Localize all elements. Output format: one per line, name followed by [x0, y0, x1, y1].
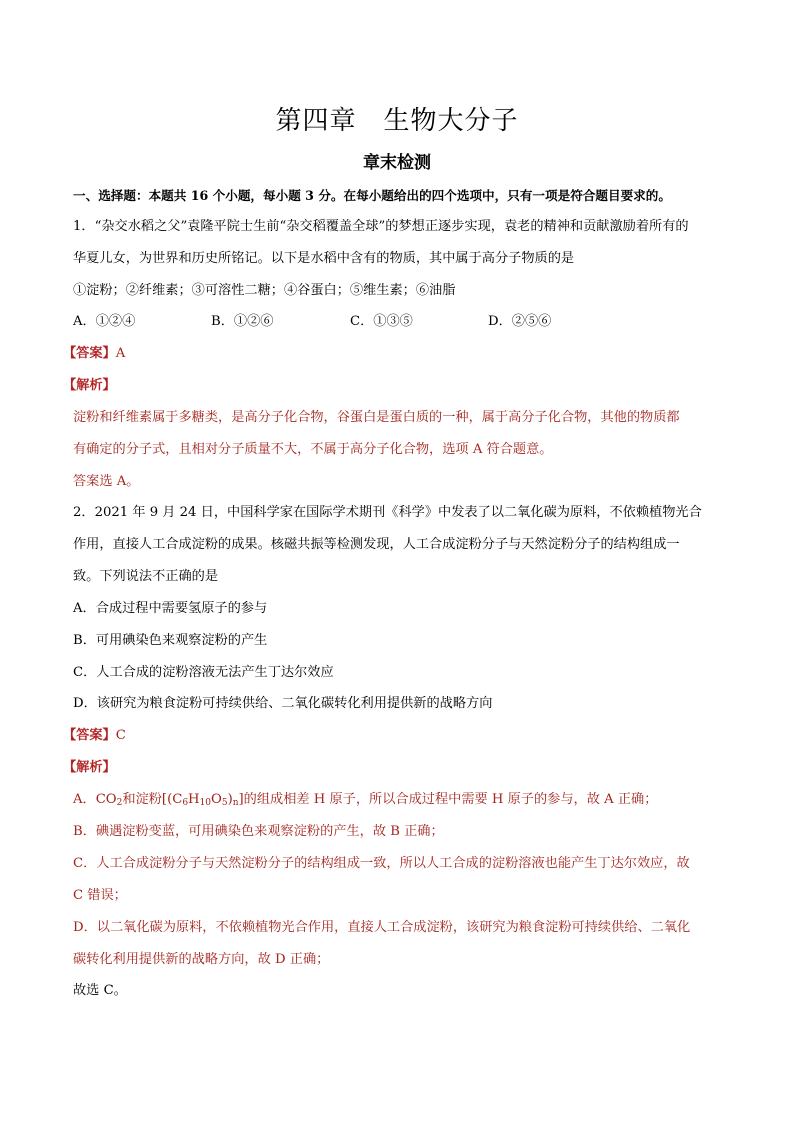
- q1-option-d: D．②⑤⑥: [488, 314, 552, 329]
- q2-option-b: B．可用碘染色来观察淀粉的产生: [73, 633, 268, 648]
- q1-options: [73, 312, 551, 332]
- q2-stem-line-1: 2．2021 年 9 月 24 日，中国科学家在国际学术期刊《科学》中发表了以二氧化碳为原料，不依赖植物光合: [73, 505, 702, 520]
- q2-analysis-b: B．碘遇淀粉变蓝，可用碘染色来观察淀粉的产生，故 B 正确；: [73, 824, 444, 839]
- q1-option-a: A．①②④: [73, 314, 136, 329]
- q2-analysis-d-line-1: D．以二氧化碳为原料，不依赖植物光合作用，直接人工合成淀粉，该研究为粮食淀粉可持续供给、二氧化: [73, 920, 691, 935]
- q2-option-c: C．人工合成的淀粉溶液无法产生丁达尔效应: [73, 665, 334, 680]
- q2-analysis-c-line-2: C 错误；: [73, 888, 127, 903]
- q1-option-c: C．①③⑤: [350, 314, 413, 329]
- q2-answer-value: C: [115, 728, 126, 743]
- q2-analysis-a: A．$CO_2$和淀粉$[(C_6H_{10}O_5)_n]$的组成相差 H 原子，所以合成过程中需要 H 原子的参与，故 A 正确；: [73, 792, 658, 808]
- q1-answer-value: A: [115, 346, 126, 361]
- q1-answer: [63, 344, 125, 364]
- q2-conclusion: 故选 C。: [73, 983, 127, 998]
- q2-stem-line-3: 致。下列说法不正确的是: [73, 569, 219, 584]
- q1-answer-label: 【答案】: [63, 346, 116, 361]
- q2-option-d: D．该研究为粮食淀粉可持续供给、二氧化碳转化利用提供新的战略方向: [73, 696, 493, 711]
- q1-analysis-line-2: 有确定的分子式，且相对分子质量不大，不属于高分子化合物，选项 A 符合题意。: [73, 442, 553, 457]
- q2-analysis-c-line-1: C．人工合成淀粉分子与天然淀粉分子的结构组成一致，所以人工合成的淀粉溶液也能产生丁达尔效应，故: [73, 856, 690, 871]
- q1-items: ①淀粉；②纤维素；③可溶性二糖；④谷蛋白；⑤维生素；⑥油脂: [73, 283, 456, 298]
- q1-analysis-line-1: 淀粉和纤维素属于多糖类，是高分子化合物，谷蛋白是蛋白质的一种，属于高分子化合物，其他的物质都: [73, 410, 680, 425]
- q2-stem-line-2: 作用，直接人工合成淀粉的成果。核磁共振等检测发现，人工合成淀粉分子与天然淀粉分子的结构组成一: [73, 537, 680, 552]
- q2-answer: [63, 726, 126, 746]
- q1-option-b: B．①②⑥: [211, 314, 274, 329]
- page-title: 第四章 生物大分子: [275, 106, 519, 136]
- q1-analysis-label: 【解析】: [63, 378, 116, 393]
- q2-answer-label: 【答案】: [63, 728, 116, 743]
- q1-stem-line-1: 1．“杂交水稻之父”袁隆平院士生前“杂交稻覆盖全球”的梦想正逐步实现，袁老的精神和贡献激励着所有的: [73, 219, 689, 234]
- page-subtitle: 章末检测: [363, 153, 431, 173]
- q1-conclusion: 答案选 A。: [73, 474, 140, 489]
- section-heading: 一、选择题：本题共 16 个小题，每小题 3 分。在每小题给出的四个选项中，只有一项是符合题目要求的。: [73, 188, 671, 203]
- q2-analysis-d-line-2: 碳转化利用提供新的战略方向，故 D 正确；: [73, 952, 330, 967]
- q2-option-a: A．合成过程中需要氢原子的参与: [73, 601, 268, 616]
- q1-stem-line-2: 华夏儿女，为世界和历史所铭记。以下是水稻中含有的物质，其中属于高分子物质的是: [73, 251, 575, 266]
- q2-analysis-label: 【解析】: [63, 760, 116, 775]
